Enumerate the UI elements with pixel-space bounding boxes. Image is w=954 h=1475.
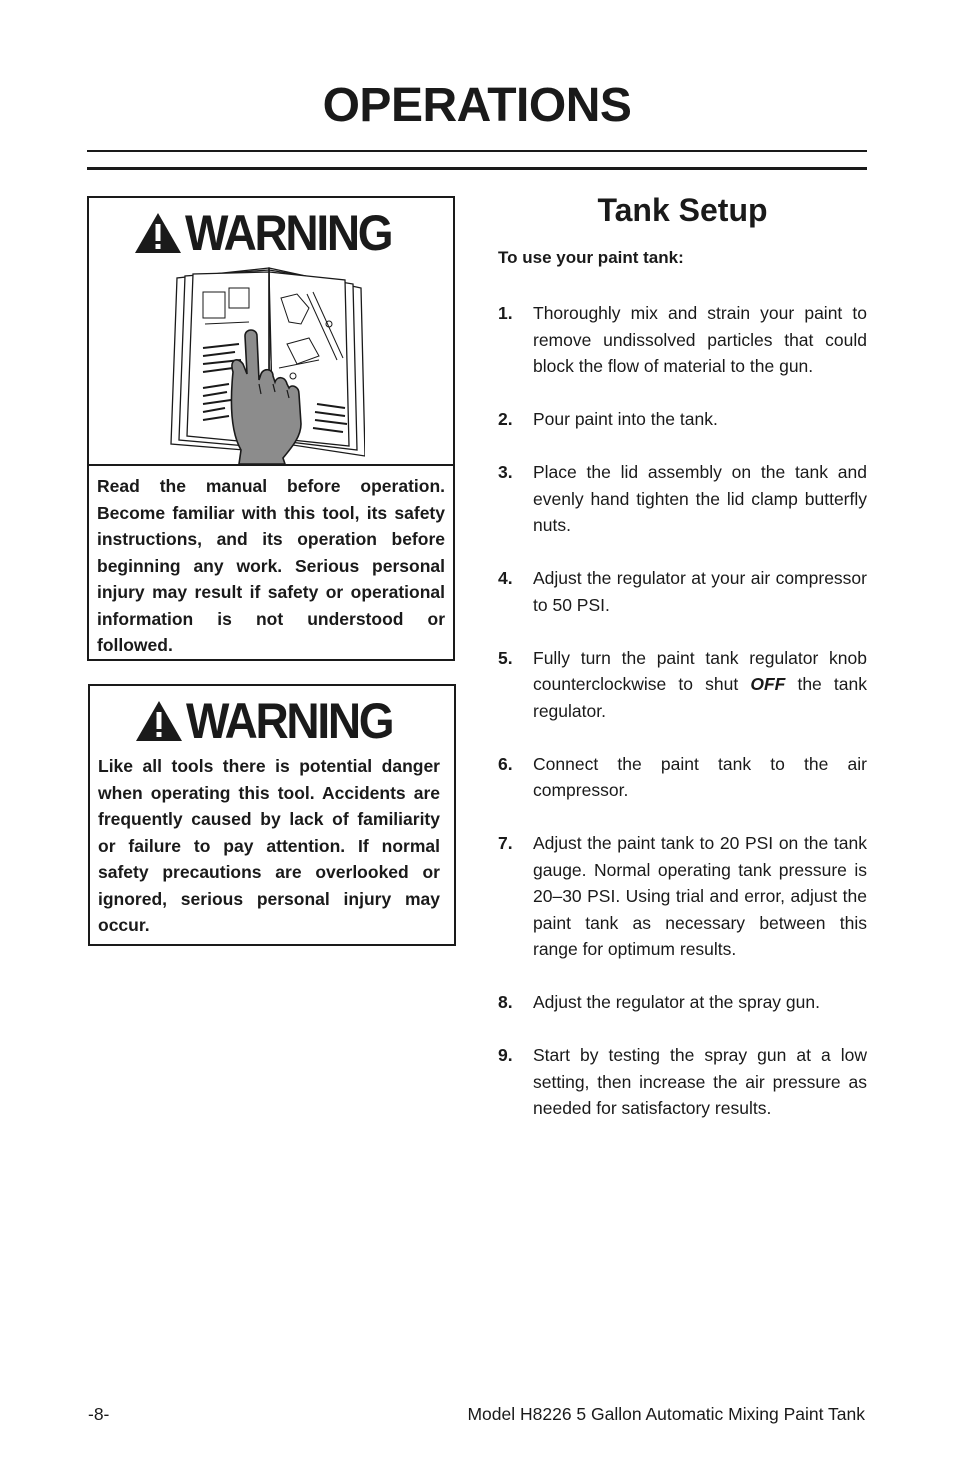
step-text-before: Fully turn the paint tank regulator knob counterclockwise to shut bbox=[533, 647, 867, 694]
warning-header bbox=[90, 693, 454, 749]
section-lead: To use your paint tank: bbox=[498, 248, 684, 267]
warning-box-manual bbox=[87, 196, 455, 661]
step-text: Adjust the paint tank to 20 PSI on the tank gauge. Normal operating tank pressure is 20–30 PSI. Using trial and error, adjust the paint tank as necessary between this range for optimum results. bbox=[533, 833, 867, 959]
list-item bbox=[498, 751, 867, 804]
step-text: Start by testing the spray gun at a low setting, then increase the air pressure as needed for satisfactory results. bbox=[533, 1045, 867, 1118]
page-number: -8- bbox=[88, 1404, 110, 1424]
warning-text: Read the manual before operation. Become familiar with this tool, its safety instructions, and its operation before beginning any work. Serious personal injury may result if safety or operational information is not understood or followed. bbox=[97, 476, 445, 655]
page-title: OPERATIONS bbox=[322, 79, 632, 132]
hand-reading-manual-illustration bbox=[169, 264, 365, 464]
step-number: 3. bbox=[498, 462, 513, 482]
warning-divider bbox=[89, 464, 453, 466]
step-text: Adjust the regulator at the spray gun. bbox=[533, 992, 820, 1012]
step-number: 7. bbox=[498, 833, 513, 853]
list-item bbox=[498, 565, 867, 618]
warning-heading: WARNING bbox=[184, 205, 392, 261]
list-item bbox=[498, 645, 867, 725]
list-item bbox=[498, 1042, 867, 1122]
step-number: 8. bbox=[498, 992, 513, 1012]
step-text: Pour paint into the tank. bbox=[533, 409, 718, 429]
list-item bbox=[498, 989, 867, 1016]
setup-steps-list bbox=[498, 300, 867, 1148]
step-text: Thoroughly mix and strain your paint to remove undissolved particles that could block the flow of material to the gun. bbox=[533, 303, 867, 376]
warning-heading: WARNING bbox=[185, 693, 393, 749]
header-rule-top bbox=[87, 150, 867, 152]
warning-text: Like all tools there is potential danger when operating this tool. Accidents are frequently caused by lack of familiarity or failure to pay attention. If normal safety precautions are overlooked or ignored, serious personal injury may occur. bbox=[98, 756, 440, 935]
header-rule-bottom bbox=[87, 167, 867, 170]
step-number: 2. bbox=[498, 409, 513, 429]
step-number: 5. bbox=[498, 647, 513, 668]
step-text-after: the tank regulator. bbox=[533, 674, 867, 721]
warning-header bbox=[89, 205, 453, 261]
list-item bbox=[498, 300, 867, 380]
list-item bbox=[498, 406, 867, 433]
list-item bbox=[498, 830, 867, 963]
step-number: 9. bbox=[498, 1045, 513, 1065]
warning-box-general bbox=[88, 684, 456, 946]
step-number: 4. bbox=[498, 568, 513, 588]
step-number: 1. bbox=[498, 303, 513, 323]
step-text: Adjust the regulator at your air compressor to 50 PSI. bbox=[533, 568, 867, 615]
footer-model-name: Model H8226 5 Gallon Automatic Mixing Paint Tank bbox=[467, 1404, 865, 1424]
list-item bbox=[498, 459, 867, 539]
warning-triangle-icon bbox=[134, 699, 184, 743]
step-text bbox=[533, 648, 867, 721]
step-text: Connect the paint tank to the air compressor. bbox=[533, 753, 867, 800]
warning-triangle-icon bbox=[133, 211, 183, 255]
section-title: Tank Setup bbox=[597, 192, 768, 228]
step-emphasis-off: OFF bbox=[750, 674, 786, 694]
step-number: 6. bbox=[498, 753, 513, 774]
step-text: Place the lid assembly on the tank and evenly hand tighten the lid clamp butterfly nuts. bbox=[533, 462, 867, 535]
